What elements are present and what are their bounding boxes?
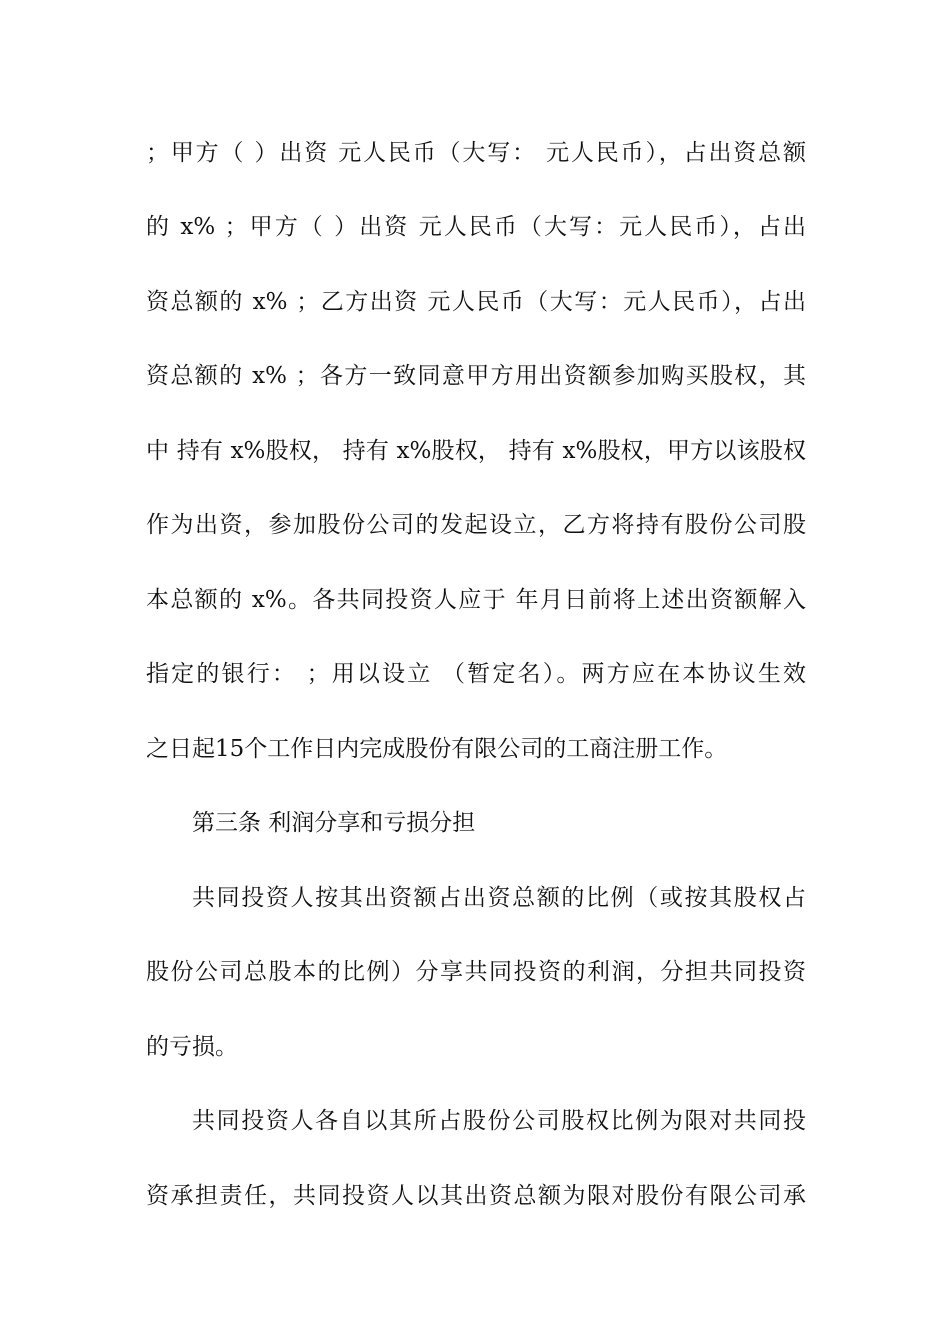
body-text-line: 资承担责任，共同投资人以其出资总额为限对股份有限公司承 bbox=[146, 1183, 806, 1209]
body-text-line: 中 持有 x%股权， 持有 x%股权， 持有 x%股权，甲方以该股权 bbox=[146, 438, 806, 464]
body-text-line: 股份公司总股本的比例）分享共同投资的利润，分担共同投资 bbox=[146, 959, 806, 985]
body-text-line: 资总额的 x% ；乙方出资 元人民币（大写：元人民币），占出 bbox=[146, 289, 806, 315]
body-text-line: ；甲方（ ）出资 元人民币（大写： 元人民币），占出资总额 bbox=[146, 140, 806, 166]
body-text-line: 的亏损。 bbox=[146, 1034, 238, 1060]
body-text-line: 指定的银行： ；用以设立 （暂定名）。两方应在本协议生效 bbox=[146, 661, 806, 687]
body-text-line: 之日起15个工作日内完成股份有限公司的工商注册工作。 bbox=[146, 736, 728, 762]
body-text-line: 本总额的 x%。各共同投资人应于 年月日前将上述出资额解入 bbox=[146, 587, 806, 613]
body-text-line: 的 x% ；甲方（ ）出资 元人民币（大写：元人民币），占出 bbox=[146, 214, 806, 240]
body-text-line: 资总额的 x% ；各方一致同意甲方用出资额参加购买股权，其 bbox=[146, 363, 806, 389]
paragraph-first-line: 共同投资人各自以其所占股份公司股权比例为限对共同投 bbox=[192, 1108, 806, 1134]
section-heading: 第三条 利润分享和亏损分担 bbox=[192, 810, 476, 836]
body-text-line: 作为出资，参加股份公司的发起设立，乙方将持有股份公司股 bbox=[146, 512, 806, 538]
paragraph-first-line: 共同投资人按其出资额占出资总额的比例（或按其股权占 bbox=[192, 885, 806, 911]
